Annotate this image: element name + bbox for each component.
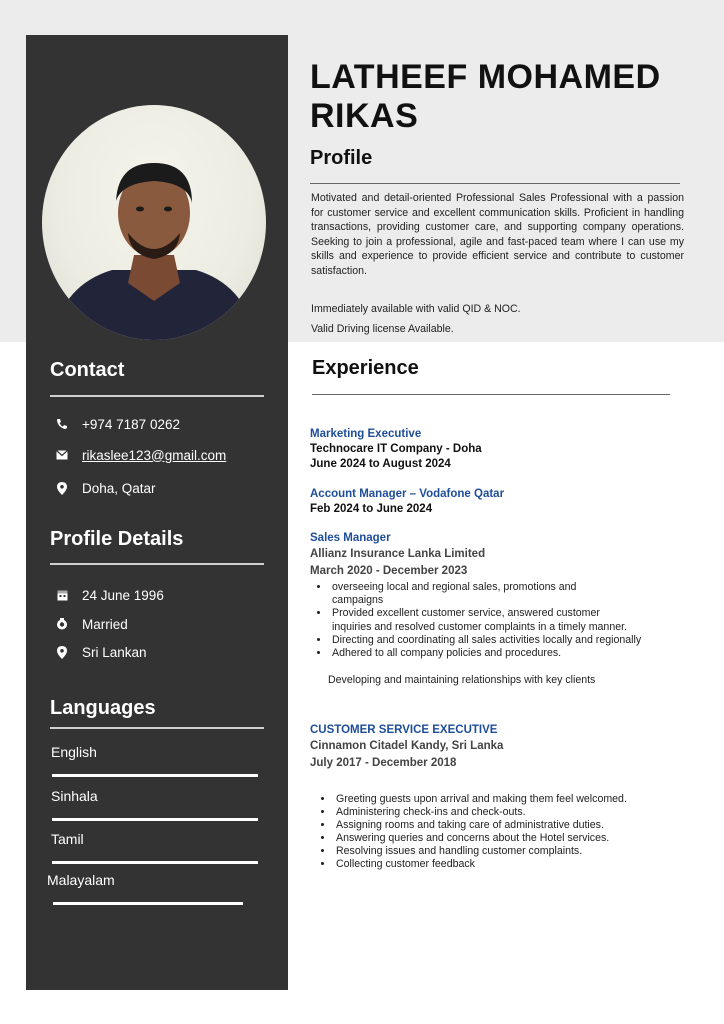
language-level-bar — [52, 818, 258, 821]
detail-nationality — [52, 644, 147, 660]
profile-details-heading: Profile Details — [50, 528, 184, 550]
job-company: Technocare IT Company - Doha — [310, 443, 482, 455]
list-item: • Assigning rooms and taking care of administrative duties. — [334, 819, 714, 832]
location-pin-icon — [52, 480, 72, 496]
mail-icon — [52, 447, 72, 463]
contact-email — [52, 447, 226, 463]
availability-text: Immediately available with valid QID & NOC. — [311, 303, 521, 315]
profile-heading: Profile — [310, 147, 373, 169]
list-item: • Collecting customer feedback — [334, 858, 714, 871]
languages-divider — [50, 727, 264, 729]
job-title: Sales Manager — [310, 532, 391, 544]
detail-dob — [52, 587, 164, 603]
language-level-bar — [52, 774, 258, 777]
job-dates: Feb 2024 to June 2024 — [310, 503, 433, 515]
languages-heading: Languages — [50, 697, 156, 719]
job-dates: July 2017 - December 2018 — [310, 757, 457, 769]
location-pin-icon — [52, 644, 72, 660]
experience-heading: Experience — [312, 357, 419, 379]
duty-list — [316, 793, 714, 871]
job-title: Account Manager – Vodafone Qatar — [310, 488, 505, 500]
duty-list — [312, 581, 642, 660]
sidebar — [26, 35, 288, 990]
profile-photo — [42, 105, 266, 340]
language-name: Tamil — [51, 831, 84, 847]
list-item: • Greeting guests upon arrival and making them feel welcomed. — [334, 793, 714, 806]
job-title: CUSTOMER SERVICE EXECUTIVE — [310, 724, 498, 736]
job-dates: March 2020 - December 2023 — [310, 565, 468, 577]
language-name: English — [51, 744, 97, 760]
contact-heading: Contact — [50, 359, 125, 381]
language-name: Sinhala — [51, 788, 98, 804]
license-text: Valid Driving license Available. — [311, 323, 454, 335]
job-dates: June 2024 to August 2024 — [310, 458, 451, 470]
phone-icon — [52, 416, 72, 432]
full-name — [310, 58, 710, 136]
list-item: • Administering check-ins and check-outs. — [334, 806, 714, 819]
job-title: Marketing Executive — [310, 428, 422, 440]
list-item: • overseeing local and regional sales, promotions and campaigns — [330, 581, 630, 607]
list-item: • Answering queries and concerns about the Hotel services. — [334, 832, 714, 845]
marital-text: Married — [82, 616, 128, 632]
dob-text: 24 June 1996 — [82, 587, 164, 603]
profile-summary: Motivated and detail-oriented Professional Sales Professional with a passion for customer service and excellent communication skills. Proficient in handling transactions, providing customer care, and supporting company operations. Seeking to join a professional, agile and fast-paced team where I can use my skills and experience to provide efficient service and contribute to customer satisfaction. — [311, 192, 684, 277]
person-silhouette-icon — [42, 105, 266, 340]
contact-phone — [52, 416, 180, 432]
profile-divider — [310, 183, 680, 184]
job-company: Allianz Insurance Lanka Limited — [310, 548, 486, 560]
language-name: Malayalam — [47, 872, 115, 888]
name-line-2: RIKAS — [310, 97, 419, 135]
list-item: • Resolving issues and handling customer complaints. — [334, 845, 714, 858]
duty-extra: Developing and maintaining relationships with key clients — [328, 674, 596, 686]
list-item: • Directing and coordinating all sales activities locally and regionally — [330, 634, 630, 647]
list-item: • Provided excellent customer service, answered customer inquiries and resolved customer complaints in a timely manner. — [330, 607, 630, 633]
contact-divider — [50, 395, 264, 397]
list-item: • Adhered to all company policies and procedures. — [330, 647, 630, 660]
job-company: Cinnamon Citadel Kandy, Sri Lanka — [310, 740, 504, 752]
name-line-1: LATHEEF MOHAMED — [310, 58, 661, 96]
profile-details-divider — [50, 563, 264, 565]
nationality-text: Sri Lankan — [82, 644, 147, 660]
detail-marital — [52, 616, 128, 632]
email-link[interactable]: rikaslee123@gmail.com — [82, 447, 227, 463]
contact-location — [52, 480, 156, 496]
experience-divider — [312, 394, 670, 395]
ring-icon — [52, 616, 72, 632]
phone-number: +974 7187 0262 — [82, 416, 180, 432]
location-text: Doha, Qatar — [82, 480, 156, 496]
language-level-bar — [52, 861, 258, 864]
language-level-bar — [53, 902, 243, 905]
calendar-icon — [52, 587, 72, 603]
